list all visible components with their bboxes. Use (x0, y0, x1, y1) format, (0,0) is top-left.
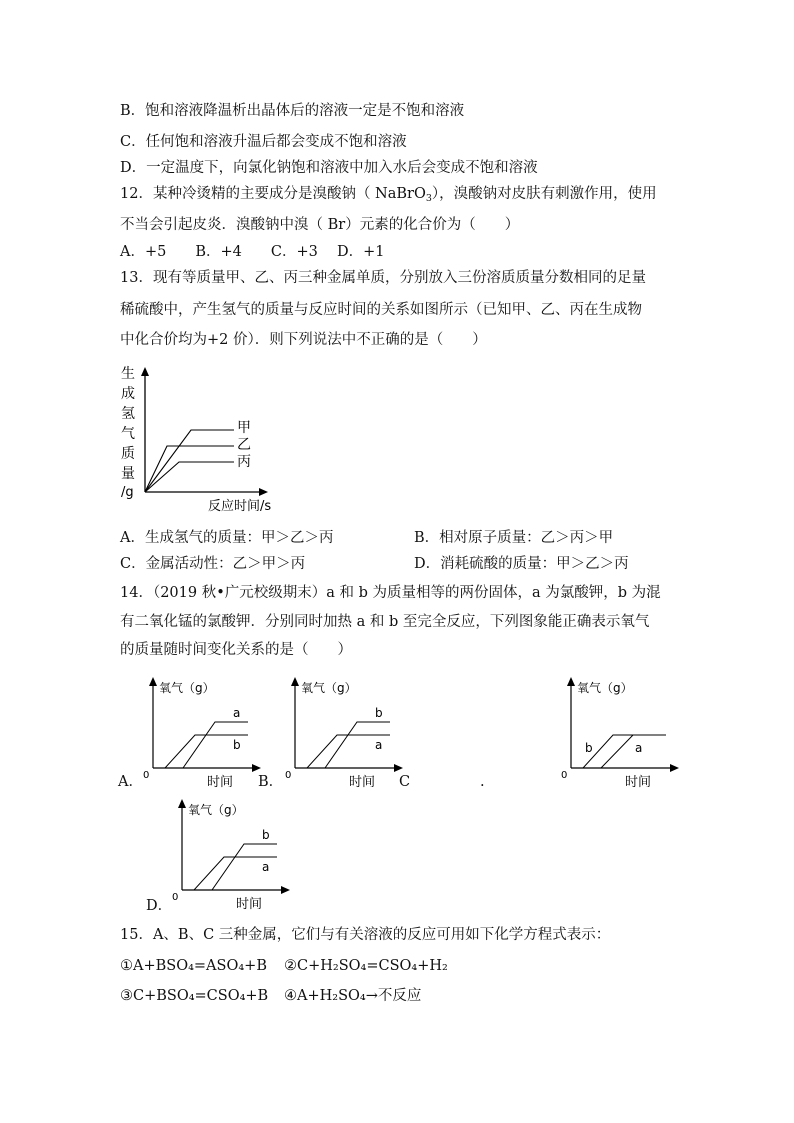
y-arrow (149, 677, 157, 686)
series-a-label: a (233, 706, 241, 720)
q13-y-arrow (141, 367, 149, 376)
q15-equation-2: ②C+H₂SO₄=CSO₄+H₂ (284, 958, 448, 974)
q13-hydrogen-chart (110, 360, 300, 520)
q12-options: A．+5 B．+4 C．+3 D．+1 (120, 244, 385, 260)
q13-series-line (145, 430, 234, 492)
q15-equation-4: ④A+H₂SO₄→不反应 (284, 988, 422, 1004)
q13-ylabel-char: 生 (121, 366, 135, 382)
q14-line1: 14．（2019 秋•广元校级期末）a 和 b 为质量相等的两份固体，a 为氯酸钾，b 为混 (120, 585, 661, 601)
q12-subscript: 3 (425, 193, 432, 204)
x-arrow (252, 764, 261, 772)
graph-origin: 0 (143, 770, 150, 781)
series-a-label: a (375, 738, 383, 752)
q15-equation-1: ①A+BSO₄=ASO₄+B (120, 958, 267, 974)
q12-text-b: ），溴酸钠对皮肤有刺激作用，使用 (431, 186, 657, 202)
q13-line2: 稀硫酸中，产生氢气的质量与反应时间的关系如图所示（已知甲、乙、丙在生成物 (120, 302, 642, 318)
q11-option-d: D．一定温度下，向氯化钠饱和溶液中加入水后会变成不饱和溶液 (120, 160, 538, 176)
graph-ylabel: 氧气（g） (301, 681, 357, 695)
graph-ylabel: 氧气（g） (188, 803, 244, 817)
q14-graph-b (287, 673, 407, 793)
series-b-label: b (585, 741, 593, 755)
q13-series-line (145, 462, 234, 492)
q15-intro: 15．A、B、C 三种金属，它们与有关溶液的反应可用如下化学方程式表示： (120, 927, 611, 943)
graph-origin: 0 (285, 770, 292, 781)
q14-option-c-label: C (399, 774, 411, 790)
q14-option-c-dot: . (480, 774, 485, 790)
q11-option-b: B．饱和溶液降温析出晶体后的溶液一定是不饱和溶液 (120, 103, 465, 119)
q13-series-label: 丙 (237, 454, 251, 470)
series-b-line (583, 735, 666, 768)
q13-line1: 13．现有等质量甲、乙、丙三种金属单质，分别放入三份溶质质量分数相同的足量 (120, 270, 646, 286)
series-a-label: a (635, 741, 643, 755)
q13-ylabel-char: 氢 (121, 406, 135, 422)
q14-option-b-label: B． (258, 774, 284, 790)
y-arrow (291, 677, 299, 686)
q13-option-b: B．相对原子质量：乙＞丙＞甲 (414, 530, 614, 546)
series-a-label: a (262, 860, 270, 874)
x-arrow (670, 764, 679, 772)
q13-option-d: D．消耗硫酸的质量：甲＞乙＞丙 (414, 556, 629, 572)
series-a-line (601, 735, 666, 768)
graph-ylabel: 氧气（g） (159, 681, 215, 695)
series-b-label: b (375, 706, 383, 720)
y-arrow (178, 799, 186, 808)
q14-option-d-label: D． (146, 898, 173, 914)
graph-ylabel: 氧气（g） (577, 681, 633, 695)
x-arrow (394, 764, 403, 772)
q14-line3: 的质量随时间变化关系的是（ ） (120, 642, 352, 658)
q13-series-line (145, 446, 234, 492)
q13-x-arrow (259, 488, 268, 496)
y-arrow (567, 677, 575, 686)
q12-line1 (120, 184, 657, 209)
q14-option-a-label: A． (118, 774, 143, 790)
q13-series-label: 甲 (237, 420, 251, 436)
q11-option-c: C．任何饱和溶液升温后都会变成不饱和溶液 (120, 134, 407, 150)
q12-line2: 不当会引起皮炎．溴酸钠中溴（ Br）元素的化合价为（ ） (120, 217, 520, 233)
q13-ylabel-char: 量 (121, 466, 135, 482)
q14-graph-c (563, 673, 683, 793)
q13-ylabel (121, 365, 135, 500)
graph-origin: 0 (561, 770, 568, 781)
graph-xlabel: 时间 (236, 897, 263, 912)
q14-graph-d (174, 795, 294, 915)
series-b-label: b (233, 738, 241, 752)
q13-ylabel-char: 成 (121, 386, 135, 402)
series-b-label: b (262, 828, 270, 842)
q13-option-a: A．生成氢气的质量：甲＞乙＞丙 (120, 530, 334, 546)
q14-graph-a (145, 673, 265, 793)
q13-option-c: C．金属活动性：乙＞甲＞丙 (120, 556, 306, 572)
graph-xlabel: 时间 (349, 775, 376, 790)
q13-ylabel-char: 气 (121, 426, 135, 442)
q13-series-group (145, 430, 234, 492)
q13-ylabel-char: 质 (121, 446, 135, 462)
graph-xlabel: 时间 (625, 775, 652, 790)
x-arrow (281, 886, 290, 894)
graph-origin: 0 (172, 892, 179, 903)
q14-line2: 有二氧化锰的氯酸钾．分别同时加热 a 和 b 至完全反应，下列图象能正确表示氧气 (120, 614, 650, 630)
q13-series-label: 乙 (237, 437, 251, 453)
q12-text-a: 12．某种冷烫精的主要成分是溴酸钠（ NaBrO (120, 186, 426, 202)
q15-equation-3: ③C+BSO₄=CSO₄+B (120, 988, 269, 1004)
q13-ylabel-char: /g (121, 485, 134, 500)
q13-xlabel: 反应时间/s (208, 499, 272, 514)
q13-line3: 中化合价均为+2 价）．则下列说法中不正确的是（ ） (120, 332, 487, 348)
graph-xlabel: 时间 (207, 775, 234, 790)
